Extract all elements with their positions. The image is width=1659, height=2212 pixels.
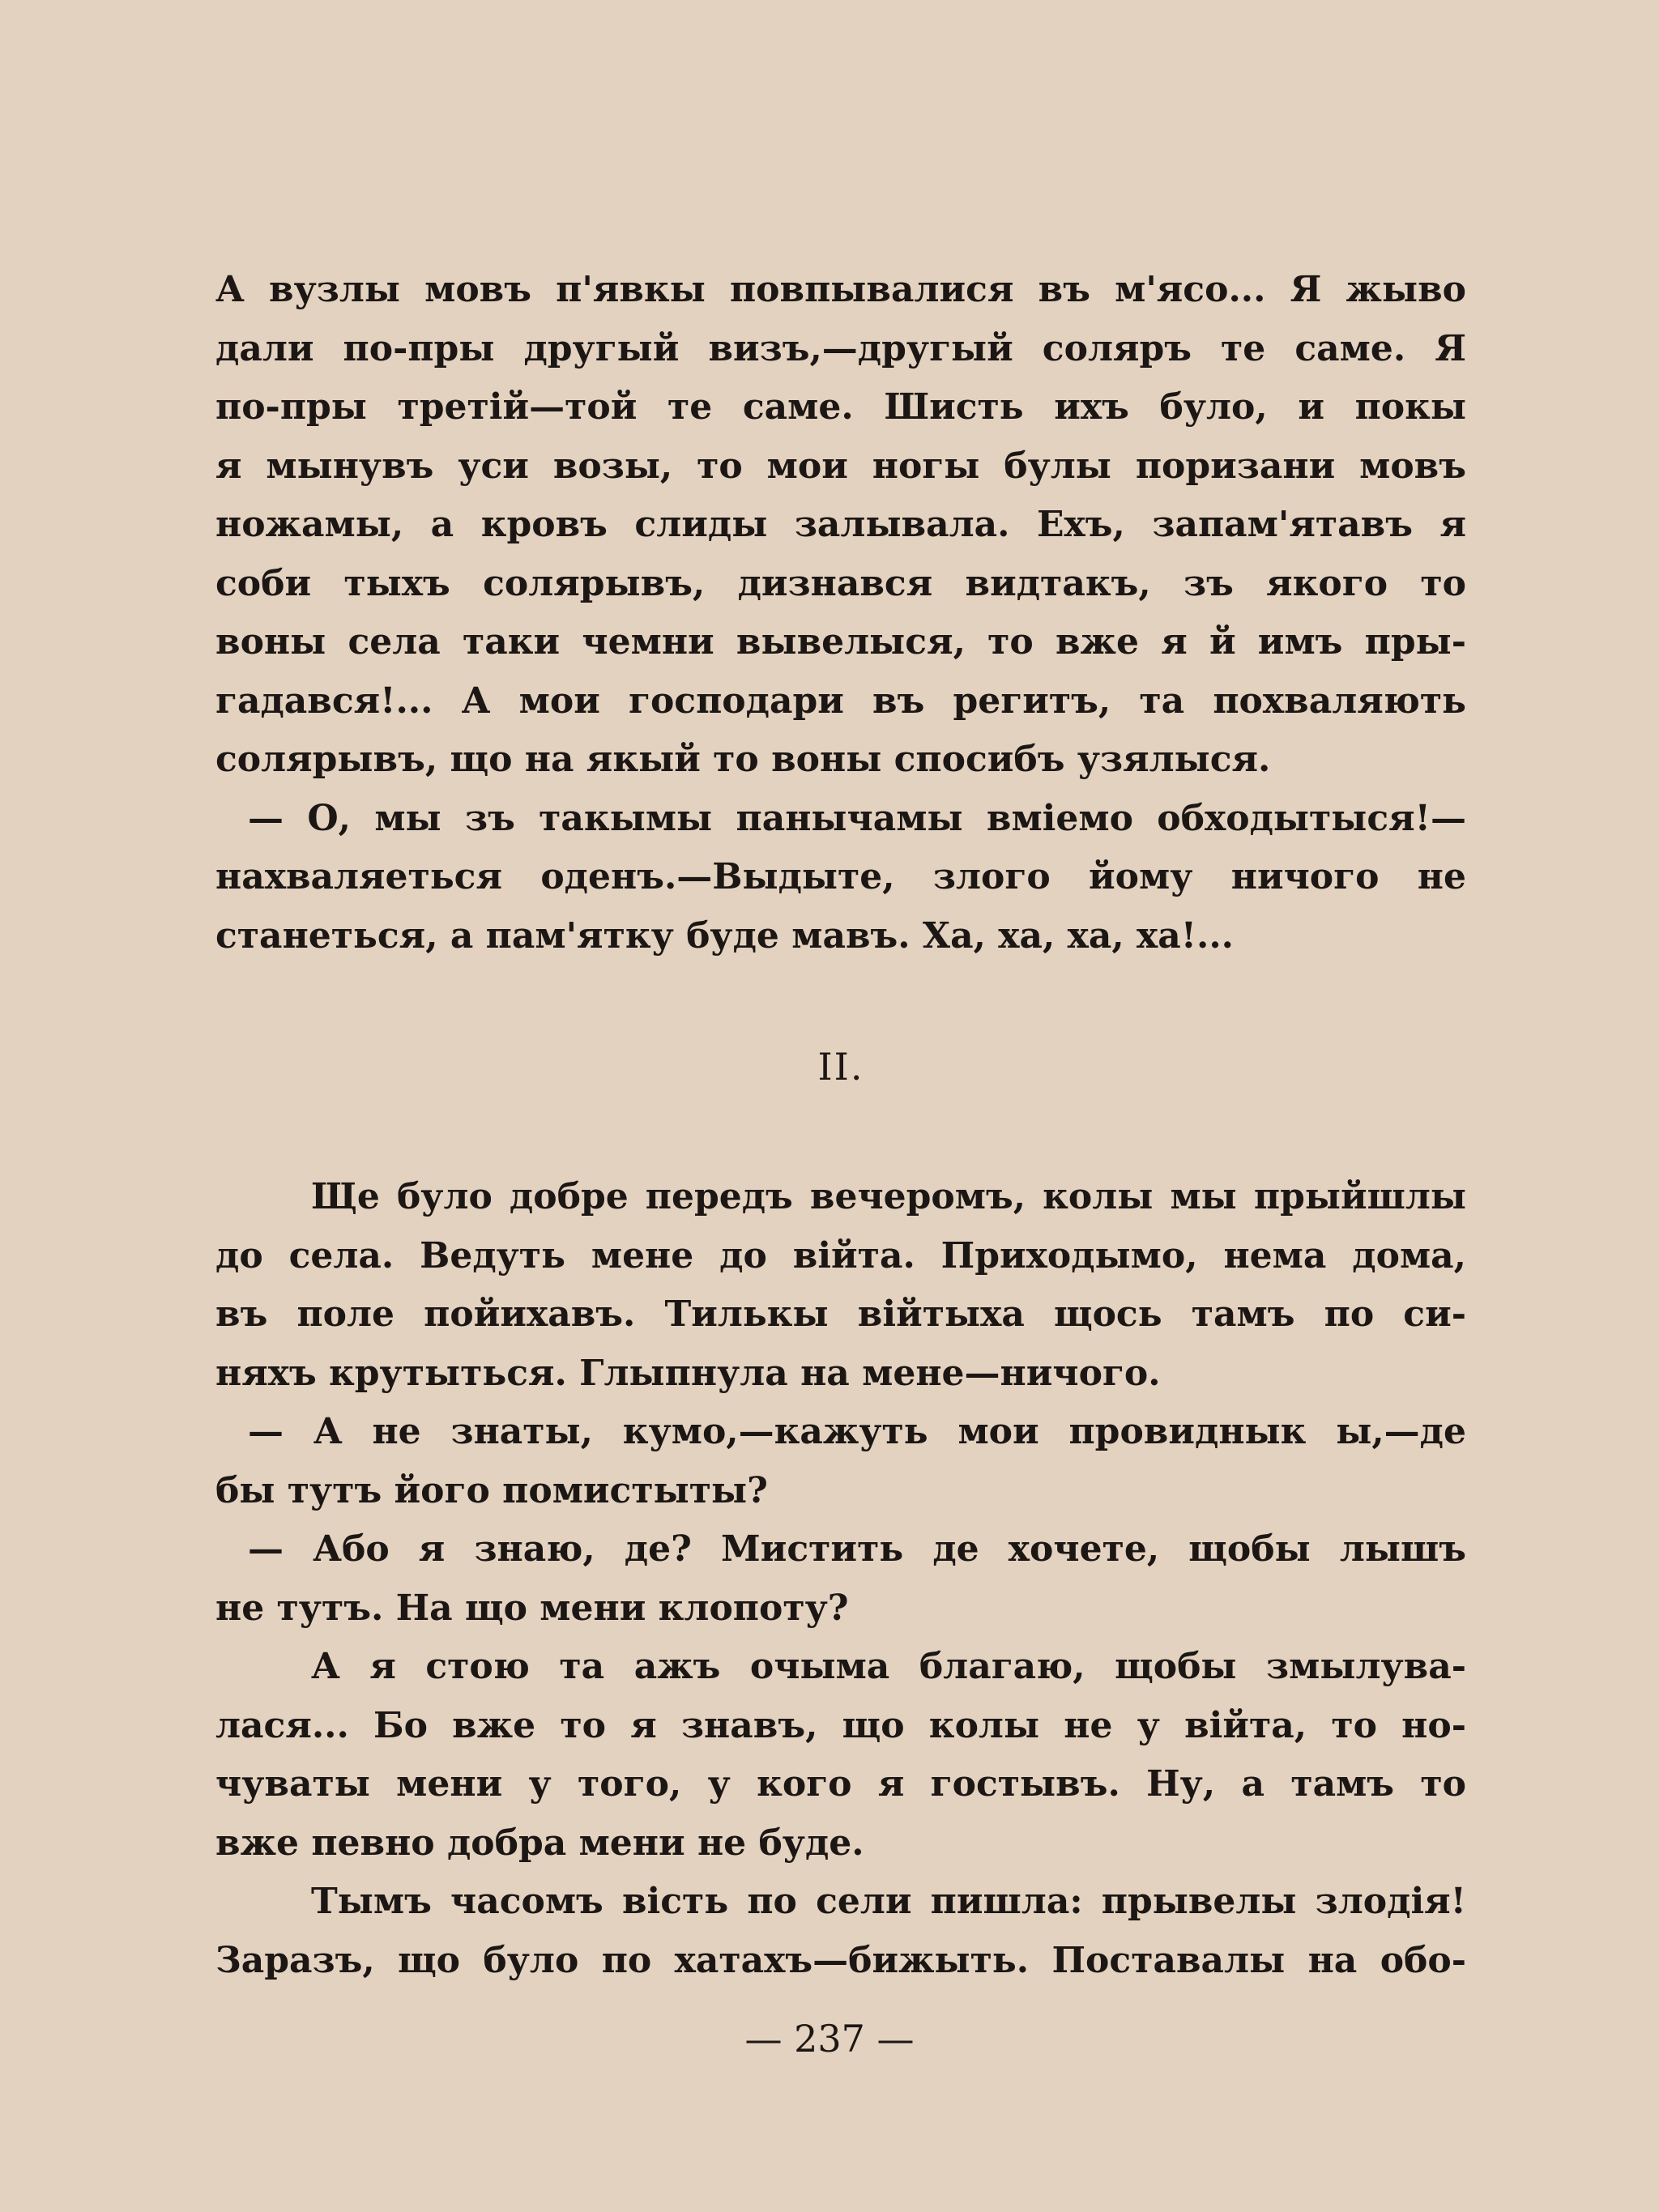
text-line: чуваты мени у того, у кого я гостывъ. Ну, а тамъ то — [215, 1763, 1466, 1805]
text-line: няхъ крутыться. Глыпнула на мене—ничого. — [215, 1352, 1161, 1394]
text-line: Заразъ, що було по хатахъ—бижыть. Поставалы на обо- — [215, 1939, 1466, 1981]
text-line: до села. Ведуть мене до війта. Приходымо, нема дома, — [215, 1234, 1466, 1276]
text-line: ножамы, а кровъ слиды залывала. Ехъ, запам'ятавъ я — [215, 504, 1466, 545]
text-line: я мынувъ уси возы, то мои ногы булы поризани мовъ — [215, 445, 1466, 487]
text-line: вже певно добра мени не буде. — [215, 1822, 864, 1864]
paragraph — [215, 1873, 1466, 1990]
text-line: бы тутъ його помистыты? — [215, 1469, 768, 1511]
text-line: воны села таки чемни вывелыся, то вже я й имъ пры- — [215, 621, 1466, 663]
text-line: — О, мы зъ такымы панычамы вміемо обходытыся!— — [248, 797, 1466, 839]
paragraph — [215, 790, 1466, 966]
text-line: дали по-пры другый визъ,—другый соляръ те саме. Я — [215, 327, 1466, 369]
text-line: гадався!... А мои господари въ регитъ, та похваляють — [215, 680, 1466, 722]
paragraph — [215, 1638, 1466, 1873]
text-line: не тутъ. На що мени клопоту? — [215, 1587, 849, 1629]
paragraph — [215, 1403, 1466, 1520]
page-body — [215, 261, 1466, 1990]
text-line: солярывъ, що на якый то воны спосибъ узялыся. — [215, 739, 1271, 780]
text-line: А вузлы мовъ п'явкы повпывалися въ м'ясо... Я жыво — [215, 269, 1466, 310]
text-line: Тымъ часомъ вість по сели пишла: прывелы злодія! — [311, 1881, 1466, 1922]
text-line: нахваляеться оденъ.—Выдыте, злого йому ничого не — [215, 856, 1466, 897]
text-line: въ поле пойихавъ. Тилькы війтыха щось тамъ по си- — [215, 1294, 1466, 1335]
text-line: по-пры третій—той те саме. Шисть ихъ було, и покы — [215, 386, 1466, 428]
text-line: лася... Бо вже то я знавъ, що колы не у війта, то но- — [215, 1704, 1466, 1746]
section-break — [215, 965, 1466, 1168]
page-number: — 237 — — [744, 2017, 915, 2061]
text-line: А я стою та ажъ очыма благаю, щобы змылува- — [311, 1646, 1466, 1687]
section-heading: II. — [817, 1045, 864, 1089]
text-line: — Або я знаю, де? Мистить де хочете, щобы лышъ — [248, 1528, 1466, 1570]
paragraph — [215, 1520, 1466, 1638]
paragraph — [215, 261, 1466, 790]
text-line: — А не знаты, кумо,—кажуть мои провиднык ы,—де — [248, 1411, 1466, 1452]
paragraph — [215, 1168, 1466, 1403]
text-line: станеться, а пам'ятку буде мавъ. Ха, ха, ха, ха!... — [215, 914, 1234, 957]
text-line: Ще було добре передъ вечеромъ, колы мы прыйшлы — [311, 1176, 1466, 1217]
text-line: соби тыхъ солярывъ, дизнався видтакъ, зъ якого то — [215, 562, 1466, 604]
